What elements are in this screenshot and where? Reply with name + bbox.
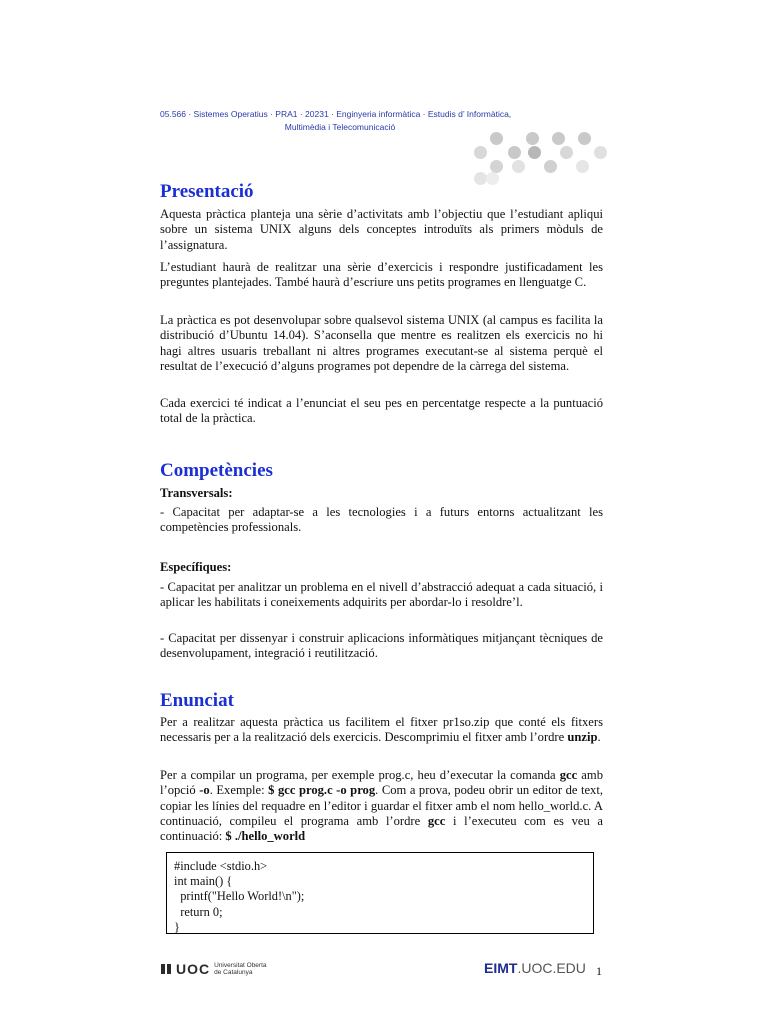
transversals-label: Transversals: bbox=[160, 486, 233, 500]
code-line: } bbox=[174, 919, 180, 934]
presentacio-paragraph-4: Cada exercici té indicat a l’enunciat el seu pes en percentatge respecte a la puntuació total de la pràctica. bbox=[160, 396, 603, 426]
code-line: return 0; bbox=[174, 904, 223, 919]
enunciat-p1-text-c: . bbox=[597, 730, 601, 745]
transversals-item: - Capacitat per adaptar-se a les tecnologies i a futurs entorns actualitzant les competències professionals. bbox=[160, 505, 603, 535]
page-number: 1 bbox=[596, 964, 602, 978]
section-title-competencies: Competències bbox=[160, 460, 273, 481]
enunciat-p2-text-a: Per a compilar un programa, per exemple prog.c, heu d’executar la comanda bbox=[160, 768, 560, 782]
enunciat-p2-text-c: amb l’opció bbox=[160, 768, 603, 798]
enunciat-p1-text-a: Per a realitzar aquesta pràctica us facilitem el fitxer pr1so.zip que conté els fitxers necessaris per a la realització dels exercicis. Descomprimiu el fitxer amb l’ordre bbox=[160, 715, 603, 745]
uoc-name bbox=[214, 962, 266, 976]
presentacio-paragraph-2: L’estudiant haurà de realitzar una sèrie d’exercicis i respondre justificadament les preguntes plantejades. També haurà d’escriure uns petits programes en llenguatge C. bbox=[160, 260, 603, 290]
eimt-strong: EIMT bbox=[484, 960, 518, 976]
enunciat-p1-unzip: unzip bbox=[567, 730, 598, 745]
uoc-name-line-2: de Catalunya bbox=[214, 969, 253, 976]
header-line-1: 05.566 · Sistemes Operatius · PRA1 · 20231 · Enginyeria informàtica · Estudis d’ Informàtica, bbox=[160, 109, 512, 119]
code-line: #include <stdio.h> bbox=[174, 859, 268, 873]
enunciat-p2-text-e: . Exemple: bbox=[209, 783, 269, 798]
uoc-name-line-1: Universitat Oberta bbox=[214, 962, 267, 969]
presentacio-paragraph-1: Aquesta pràctica planteja una sèrie d’activitats amb l’objectiu que l’estudiant apliqui sobre un sistema UNIX alguns dels conceptes introduïts als primers mòduls de l’assignatura. bbox=[160, 207, 603, 252]
enunciat-p2-run-command: $ ./hello_world bbox=[225, 829, 306, 844]
enunciat-p2-gcc-2: gcc bbox=[427, 813, 446, 828]
code-line: int main() { bbox=[174, 874, 233, 889]
enunciat-p2-example-command: $ gcc prog.c -o prog bbox=[268, 783, 376, 798]
uoc-symbol-icon bbox=[160, 962, 172, 976]
enunciat-p2-gcc: gcc bbox=[559, 768, 578, 782]
enunciat-p2-text-i: i l’executeu com es veu a continuació: bbox=[160, 813, 603, 844]
especifiques-item-1: - Capacitat per analitzar un problema en el nivell d’abstracció adequat a cada situació, i aplicar les habilitats i coneixements adquirits per abordar-lo i resoldre’l. bbox=[160, 580, 603, 610]
section-title-enunciat: Enunciat bbox=[160, 690, 234, 711]
enunciat-paragraph-1 bbox=[160, 715, 603, 746]
code-line: printf("Hello World!\n"); bbox=[174, 889, 305, 904]
uoc-mark: UOC bbox=[176, 961, 211, 977]
especifiques-label: Específiques: bbox=[160, 560, 232, 574]
eimt-logo bbox=[484, 960, 586, 976]
enunciat-p2-text-g: . Com a prova, podeu obrir un editor de text, copiar les línies del requadre en l’editor i guardar el fitxer amb el nom hello_world.c. A continuació, compileu el programa amb l’ordre bbox=[160, 783, 604, 828]
header-dots-decoration bbox=[468, 128, 608, 188]
enunciat-paragraph-2 bbox=[160, 768, 603, 844]
code-box bbox=[166, 852, 594, 934]
section-title-presentacio: Presentació bbox=[160, 181, 254, 202]
eimt-rest: .UOC.EDU bbox=[517, 960, 586, 976]
uoc-logo bbox=[160, 960, 267, 978]
header-line-2: Multimèdia i Telecomunicació bbox=[284, 122, 396, 132]
presentacio-paragraph-3: La pràctica es pot desenvolupar sobre qualsevol sistema UNIX (al campus es facilita la distribució d’Ubuntu 14.04). S’aconsella que mentre es realitzen els exercicis no hi hagi altres usuaris treballant ni altres programes executant-se al sistema perquè el resultat de l’execució d’alguns programes pot dependre de la càrrega del sistema. bbox=[160, 313, 603, 373]
enunciat-p2-option-o: -o bbox=[199, 783, 210, 798]
especifiques-item-2: - Capacitat per dissenyar i construir aplicacions informàtiques mitjançant tècniques de desenvolupament, integració i reutilització. bbox=[160, 631, 603, 661]
